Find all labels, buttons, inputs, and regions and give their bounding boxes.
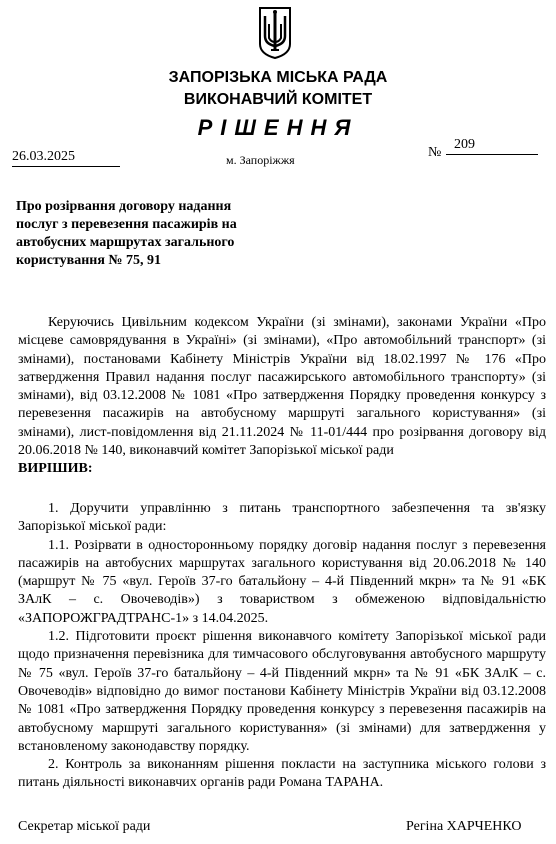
item-1: 1. Доручити управлінню з питань транспортного забезпечення та зв'язку Запорізької міської ради: <box>18 501 546 535</box>
preamble-paragraph: Керуючись Цивільним кодексом України (зі змінами), законами України «Про місцеве самоврядування в Україні» (зі змінами), «Про автомобільний транспорт» (зі змінами), постановами Кабінету Міністрів України від 18.02.1997 № 176 «Про затвердження Правил надання послуг пасажирського автомобільного транспорту» (зі змінами), від 03.12.2008 № 1081 «Про затвердження Порядку проведення конкурсу з перевезення пасажирів на автобусному маршруті загального користування» (зі змінами), лист-повідомлення від 21.11.2024 № 11-01/444 про розірвання договору від 20.06.2018 № 140, виконавчий комітет Запорізької міської ради <box>18 315 546 459</box>
decision-heading: ВИРІШИВ: <box>18 461 93 476</box>
decision-subject: Про розірвання договору надання послуг з перевезення пасажирів на автобусних маршрутах загального користування № 75, 91 <box>16 199 237 268</box>
document-date: 26.03.2025 <box>12 148 120 167</box>
council-name: ЗАПОРІЗЬКА МІСЬКА РАДА <box>168 69 388 86</box>
document-number: 209 <box>446 136 538 155</box>
committee-name: ВИКОНАВЧИЙ КОМІТЕТ <box>183 91 373 108</box>
item-2: 2. Контроль за виконанням рішення покласти на заступника міського голови з питань діяльності виконавчих органів ради Романа ТАРАНА. <box>18 757 546 791</box>
document-city: м. Запоріжжя <box>226 153 295 167</box>
item-1-2: 1.2. Підготовити проєкт рішення виконавчого комітету Запорізької міської ради щодо призначення перевізника для тимчасового обслуговування автобусного маршруту № 75 «вул. Героїв 37-го батальйону – 4-й Південний мкрн» та № 91 «БК ЗАлК – с. Овочеводів» відповідно до вимог постанови Кабінету Міністрів України від 03.12.2008 № 1081 «Про затвердження Порядку проведення конкурсу з перевезення пасажирів на автобусному маршруті загального користування» (зі змінами) для затвердження у встановленому законодавству порядку. <box>18 629 546 754</box>
trident-icon <box>258 6 292 60</box>
signatory-position: Секретар міської ради <box>18 819 151 834</box>
decision-body <box>18 500 546 793</box>
number-sign: № <box>428 145 442 160</box>
item-1-1: 1.1. Розірвати в односторонньому порядку договір надання послуг з перевезення пасажирів на автобусних маршрутах загального користування від 20.06.2018 № 140 (маршрут № 75 «вул. Героїв 37-го батальйону – 4-й Південний мкрн» та № 91 «БК ЗАлК – с. Овочеводів») з товариством з обмеженою відповідальністю «ЗАПОРОЖГРАДТРАНС-1» з 14.04.2025. <box>18 537 546 626</box>
document-type: РІШЕННЯ <box>197 115 359 140</box>
signatory-name: Регіна ХАРЧЕНКО <box>406 819 522 834</box>
